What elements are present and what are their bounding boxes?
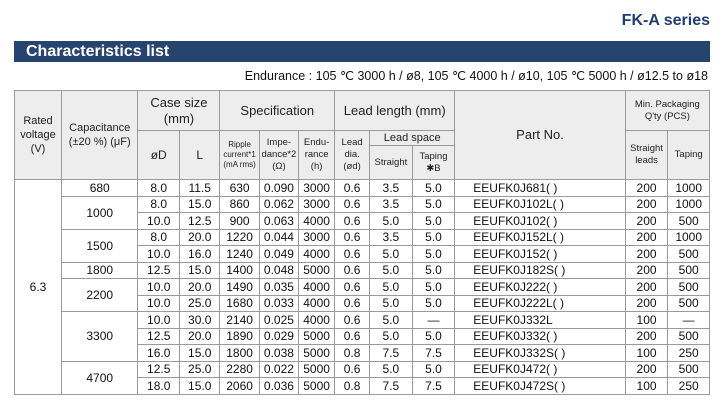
lead-dia-cell: 0.6	[335, 361, 370, 378]
endurance-cell: 4000	[299, 312, 335, 329]
endurance-cell: 5000	[299, 378, 335, 395]
qty-straight-cell: 200	[625, 246, 668, 263]
ripple-cell: 1800	[220, 345, 259, 362]
lead-space-taping-cell: 5.0	[412, 246, 455, 263]
endurance-cell: 5000	[299, 345, 335, 362]
part-no-cell: EEUFK0J222( )	[455, 279, 625, 296]
qty-taping-cell: 500	[668, 295, 710, 312]
l-cell: 15.0	[179, 378, 219, 395]
characteristics-table	[14, 90, 710, 395]
qty-straight-cell: 200	[625, 361, 668, 378]
impedance-cell: 0.049	[259, 246, 298, 263]
endurance-cell: 5000	[299, 361, 335, 378]
lead-space-taping-cell: 5.0	[412, 328, 455, 345]
qty-taping-cell: 250	[668, 378, 710, 395]
ripple-cell: 1400	[220, 262, 259, 279]
ripple-cell: 1220	[220, 229, 259, 246]
col-od: øD	[138, 131, 180, 180]
qty-taping-cell: 1000	[668, 229, 710, 246]
impedance-cell: 0.033	[259, 295, 298, 312]
lead-dia-cell: 0.6	[335, 246, 370, 263]
part-no-cell: EEUFK0J182S( )	[455, 262, 625, 279]
part-no-cell: EEUFK0J332S( )	[455, 345, 625, 362]
qty-straight-cell: 200	[625, 196, 668, 213]
endurance-cell: 4000	[299, 246, 335, 263]
od-cell: 10.0	[138, 312, 180, 329]
qty-taping-cell: 500	[668, 246, 710, 263]
l-cell: 20.0	[179, 328, 219, 345]
capacitance-cell: 680	[61, 180, 137, 197]
lead-dia-cell: 0.6	[335, 196, 370, 213]
endurance-cell: 5000	[299, 328, 335, 345]
lead-space-straight-cell: 5.0	[370, 328, 413, 345]
qty-taping-cell: 250	[668, 345, 710, 362]
qty-straight-cell: 200	[625, 262, 668, 279]
lead-dia-cell: 0.8	[335, 345, 370, 362]
capacitance-cell: 1800	[61, 262, 137, 279]
qty-taping-cell: —	[668, 312, 710, 329]
ripple-cell: 1490	[220, 279, 259, 296]
lead-dia-cell: 0.6	[335, 262, 370, 279]
col-lead-dia: Lead dia. (ød)	[335, 131, 370, 180]
impedance-cell: 0.035	[259, 279, 298, 296]
lead-space-straight-cell: 5.0	[370, 361, 413, 378]
lead-dia-cell: 0.6	[335, 295, 370, 312]
capacitance-cell: 3300	[61, 312, 137, 362]
impedance-cell: 0.044	[259, 229, 298, 246]
table-row	[15, 262, 710, 279]
ripple-cell: 860	[220, 196, 259, 213]
part-no-cell: EEUFK0J472( )	[455, 361, 625, 378]
l-cell: 25.0	[179, 361, 219, 378]
lead-dia-cell: 0.6	[335, 328, 370, 345]
part-no-cell: EEUFK0J102( )	[455, 213, 625, 230]
lead-dia-cell: 0.6	[335, 279, 370, 296]
impedance-cell: 0.025	[259, 312, 298, 329]
l-cell: 15.0	[179, 262, 219, 279]
qty-straight-cell: 200	[625, 180, 668, 197]
l-cell: 20.0	[179, 229, 219, 246]
lead-space-straight-cell: 5.0	[370, 279, 413, 296]
endurance-cell: 3000	[299, 196, 335, 213]
l-cell: 20.0	[179, 279, 219, 296]
capacitance-cell: 4700	[61, 361, 137, 394]
l-cell: 15.0	[179, 196, 219, 213]
ripple-cell: 1240	[220, 246, 259, 263]
part-no-cell: EEUFK0J152( )	[455, 246, 625, 263]
ripple-cell: 2140	[220, 312, 259, 329]
endurance-cell: 5000	[299, 262, 335, 279]
col-specification: Specification	[220, 91, 335, 131]
lead-space-straight-cell: 5.0	[370, 246, 413, 263]
l-cell: 25.0	[179, 295, 219, 312]
qty-straight-cell: 100	[625, 345, 668, 362]
impedance-cell: 0.063	[259, 213, 298, 230]
endurance-cell: 3000	[299, 229, 335, 246]
col-capacitance: Capacitance (±20 %) (μF)	[61, 91, 137, 180]
part-no-cell: EEUFK0J681( )	[455, 180, 625, 197]
col-l: L	[179, 131, 219, 180]
qty-taping-cell: 1000	[668, 196, 710, 213]
col-straight-leads: Straight leads	[625, 131, 668, 180]
lead-space-taping-cell: —	[412, 312, 455, 329]
qty-taping-cell: 1000	[668, 180, 710, 197]
od-cell: 10.0	[138, 246, 180, 263]
col-taping: Taping	[668, 131, 710, 180]
col-taping-b: Taping ✱B	[412, 146, 455, 180]
part-no-cell: EEUFK0J332L	[455, 312, 625, 329]
lead-space-straight-cell: 5.0	[370, 213, 413, 230]
part-no-cell: EEUFK0J102L( )	[455, 196, 625, 213]
lead-space-taping-cell: 5.0	[412, 361, 455, 378]
od-cell: 12.5	[138, 328, 180, 345]
lead-dia-cell: 0.6	[335, 213, 370, 230]
l-cell: 15.0	[179, 345, 219, 362]
qty-taping-cell: 500	[668, 213, 710, 230]
lead-space-taping-cell: 5.0	[412, 213, 455, 230]
capacitance-cell: 2200	[61, 279, 137, 312]
series-title: FK-A series	[621, 12, 710, 29]
impedance-cell: 0.090	[259, 180, 298, 197]
od-cell: 16.0	[138, 345, 180, 362]
lead-space-taping-cell: 5.0	[412, 295, 455, 312]
lead-space-straight-cell: 3.5	[370, 180, 413, 197]
qty-straight-cell: 200	[625, 279, 668, 296]
od-cell: 8.0	[138, 229, 180, 246]
od-cell: 12.5	[138, 361, 180, 378]
ripple-cell: 1680	[220, 295, 259, 312]
part-no-cell: EEUFK0J152L( )	[455, 229, 625, 246]
lead-space-straight-cell: 5.0	[370, 262, 413, 279]
l-cell: 16.0	[179, 246, 219, 263]
l-cell: 11.5	[179, 180, 219, 197]
ripple-cell: 630	[220, 180, 259, 197]
capacitance-cell: 1000	[61, 196, 137, 229]
qty-straight-cell: 200	[625, 295, 668, 312]
od-cell: 10.0	[138, 213, 180, 230]
col-endurance: Endu- rance (h)	[299, 131, 335, 180]
endurance-cell: 3000	[299, 180, 335, 197]
impedance-cell: 0.062	[259, 196, 298, 213]
lead-space-taping-cell: 5.0	[412, 262, 455, 279]
col-ripple: Ripple current*1 (mA rms)	[220, 131, 259, 180]
lead-space-taping-cell: 5.0	[412, 180, 455, 197]
od-cell: 10.0	[138, 295, 180, 312]
endurance-cell: 4000	[299, 279, 335, 296]
lead-space-straight-cell: 5.0	[370, 295, 413, 312]
part-no-cell: EEUFK0J332( )	[455, 328, 625, 345]
impedance-cell: 0.029	[259, 328, 298, 345]
col-lead-length: Lead length (mm)	[335, 91, 455, 131]
endurance-cell: 4000	[299, 213, 335, 230]
col-straight: Straight	[370, 146, 413, 180]
lead-dia-cell: 0.6	[335, 180, 370, 197]
col-impedance: Impe- dance*2 (Ω)	[259, 131, 298, 180]
table-row	[15, 180, 710, 197]
lead-space-taping-cell: 7.5	[412, 378, 455, 395]
col-case-size: Case size (mm)	[138, 91, 220, 131]
col-rated-voltage: Rated voltage (V)	[15, 91, 62, 180]
part-no-cell: EEUFK0J472S( )	[455, 378, 625, 395]
col-min-packaging: Min. Packaging Q'ty (PCS)	[625, 91, 709, 131]
capacitance-cell: 1500	[61, 229, 137, 262]
impedance-cell: 0.022	[259, 361, 298, 378]
qty-straight-cell: 100	[625, 312, 668, 329]
endurance-cell: 4000	[299, 295, 335, 312]
qty-taping-cell: 500	[668, 262, 710, 279]
qty-taping-cell: 500	[668, 328, 710, 345]
table-row	[15, 312, 710, 329]
lead-space-straight-cell: 7.5	[370, 345, 413, 362]
lead-dia-cell: 0.6	[335, 229, 370, 246]
col-lead-space: Lead space	[370, 131, 455, 146]
lead-dia-cell: 0.8	[335, 378, 370, 395]
table-row	[15, 279, 710, 296]
table-row	[15, 361, 710, 378]
qty-straight-cell: 200	[625, 229, 668, 246]
l-cell: 30.0	[179, 312, 219, 329]
od-cell: 8.0	[138, 196, 180, 213]
lead-space-taping-cell: 5.0	[412, 279, 455, 296]
lead-space-straight-cell: 5.0	[370, 312, 413, 329]
rated-voltage-cell: 6.3	[15, 180, 62, 395]
section-title-bar: Characteristics list	[14, 41, 710, 62]
lead-space-straight-cell: 3.5	[370, 196, 413, 213]
table-row	[15, 196, 710, 213]
od-cell: 18.0	[138, 378, 180, 395]
impedance-cell: 0.038	[259, 345, 298, 362]
impedance-cell: 0.036	[259, 378, 298, 395]
qty-straight-cell: 200	[625, 328, 668, 345]
table-row	[15, 229, 710, 246]
lead-dia-cell: 0.6	[335, 312, 370, 329]
endurance-note: Endurance : 105 ℃ 3000 h / ø8, 105 ℃ 4000 h / ø10, 105 ℃ 5000 h / ø12.5 to ø18	[244, 69, 708, 83]
part-no-cell: EEUFK0J222L( )	[455, 295, 625, 312]
lead-space-taping-cell: 7.5	[412, 345, 455, 362]
col-part-no: Part No.	[455, 91, 625, 180]
lead-space-straight-cell: 7.5	[370, 378, 413, 395]
l-cell: 12.5	[179, 213, 219, 230]
ripple-cell: 2060	[220, 378, 259, 395]
qty-straight-cell: 200	[625, 213, 668, 230]
ripple-cell: 900	[220, 213, 259, 230]
ripple-cell: 2280	[220, 361, 259, 378]
lead-space-taping-cell: 5.0	[412, 229, 455, 246]
od-cell: 12.5	[138, 262, 180, 279]
qty-taping-cell: 500	[668, 361, 710, 378]
qty-straight-cell: 100	[625, 378, 668, 395]
lead-space-straight-cell: 3.5	[370, 229, 413, 246]
ripple-cell: 1890	[220, 328, 259, 345]
od-cell: 8.0	[138, 180, 180, 197]
qty-taping-cell: 500	[668, 279, 710, 296]
od-cell: 10.0	[138, 279, 180, 296]
lead-space-taping-cell: 5.0	[412, 196, 455, 213]
impedance-cell: 0.048	[259, 262, 298, 279]
table-body	[15, 180, 710, 395]
